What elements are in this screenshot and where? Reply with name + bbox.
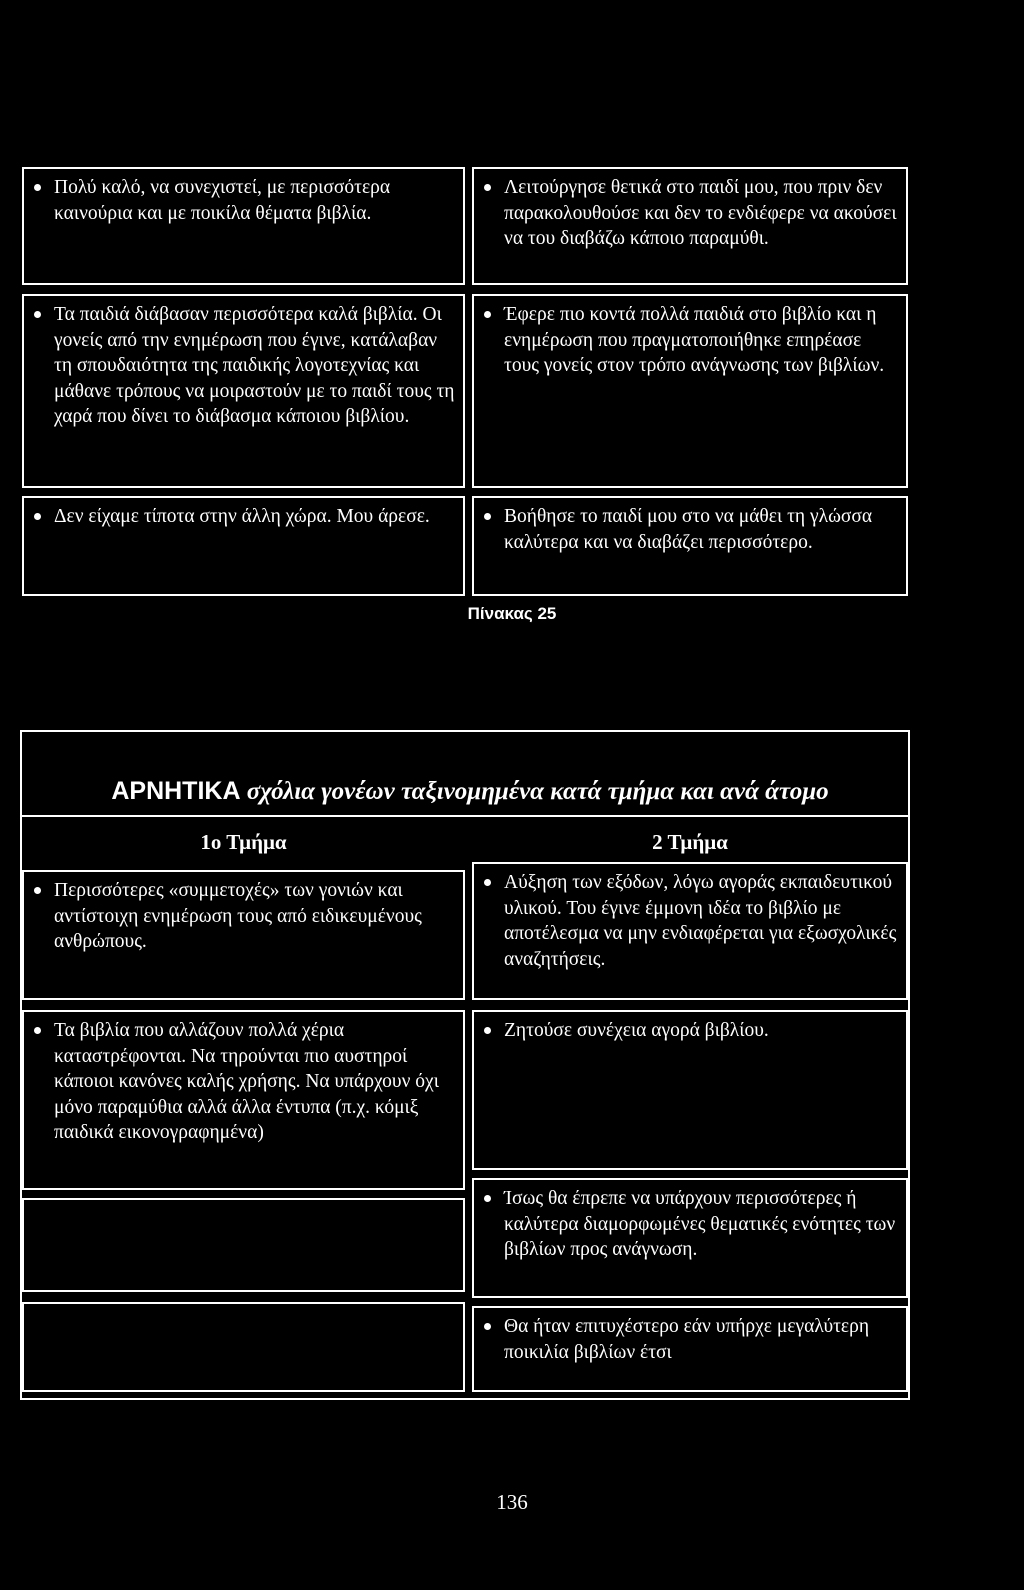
- list-item: Περισσότερες «συμμετοχές» των γονιών και αντίστοιχη ενημέρωση τους από ειδικευμένους ανθρώπους.: [54, 878, 455, 955]
- negative-right-cell-2: [472, 1010, 908, 1170]
- table-caption: Πίνακας 25: [467, 604, 557, 623]
- list-item: Δεν είχαμε τίποτα στην άλλη χώρα. Μου άρεσε.: [54, 504, 455, 530]
- column-header-1: 1ο Τμήμα: [200, 830, 287, 854]
- negative-left-cell-3: [22, 1198, 465, 1292]
- list-item: Λειτούργησε θετικά στο παιδί μου, που πριν δεν παρακολουθούσε και δεν το ενδιέφερε να ακούσει να του διαβάζω κάποιο παραμύθι.: [504, 175, 898, 252]
- title-rest: σχόλια γονέων ταξινομημένα κατά τμήμα και ανά άτομο: [246, 778, 829, 805]
- list-item: Πολύ καλό, να συνεχιστεί, με περισσότερα καινούρια και με ποικίλα θέματα βιβλία.: [54, 175, 455, 226]
- negative-right-cell-3: [472, 1178, 908, 1298]
- page-number: 136: [496, 1490, 528, 1514]
- list-item: Αύξηση των εξόδων, λόγω αγοράς εκπαιδευτικού υλικού. Του έγινε έμμονη ιδέα το βιβλίο με αποτέλεσμα να μην ενδιαφέρεται για εξωσχολικές αναζητήσεις.: [504, 870, 898, 972]
- column-header-2: 2 Τμήμα: [652, 830, 728, 854]
- negative-right-cell-1: [472, 862, 908, 1000]
- list-item: Βοήθησε το παιδί μου στο να μάθει τη γλώσσα καλύτερα και να διαβάζει περισσότερο.: [504, 504, 898, 555]
- table25-left-cell-2: [22, 294, 465, 488]
- table25-right-cell-2: [472, 294, 908, 488]
- table-title: [30, 777, 910, 806]
- list-item: Θα ήταν επιτυχέστερο εάν υπήρχε μεγαλύτερη ποικιλία βιβλίων έτσι: [504, 1314, 898, 1365]
- title-underline: [22, 815, 908, 817]
- list-item: Ίσως θα έπρεπε να υπάρχουν περισσότερες ή καλύτερα διαμορφωμένες θεματικές ενότητες των βιβλίων προς ανάγνωση.: [504, 1186, 898, 1263]
- list-item: Τα παιδιά διάβασαν περισσότερα καλά βιβλία. Οι γονείς από την ενημέρωση που έγινε, κατάλαβαν τη σπουδαιότητα της παιδικής λογοτεχνίας και μάθανε τρόπους να μοιραστούν με το παιδί τους τη χαρά που δίνει το διάβασμα κάποιου βιβλίου.: [54, 302, 455, 430]
- list-item: Τα βιβλία που αλλάζουν πολλά χέρια καταστρέφονται. Να τηρούνται πιο αυστηροί κάποιοι κανόνες καλής χρήσης. Να υπάρχουν όχι μόνο παραμύθια αλλά άλλα έντυπα (π.χ. κόμιξ παιδικά εικονογραφημένα): [54, 1018, 455, 1146]
- negative-left-cell-4: [22, 1302, 465, 1392]
- list-item: Έφερε πιο κοντά πολλά παιδιά στο βιβλίο και η ενημέρωση που πραγματοποιήθηκε επηρέασε τους γονείς στον τρόπο ανάγνωσης των βιβλίων.: [504, 302, 898, 379]
- table25-right-cell-1: [472, 167, 908, 285]
- title-keyword: ΑΡΝΗΤΙΚΑ: [111, 777, 241, 805]
- table25-left-cell-1: [22, 167, 465, 285]
- table25-left-cell-3: [22, 496, 465, 596]
- table25-right-cell-3: [472, 496, 908, 596]
- negative-left-cell-1: [22, 870, 465, 1000]
- negative-left-cell-2: [22, 1010, 465, 1190]
- negative-right-cell-4: [472, 1306, 908, 1392]
- list-item: Ζητούσε συνέχεια αγορά βιβλίου.: [504, 1018, 898, 1044]
